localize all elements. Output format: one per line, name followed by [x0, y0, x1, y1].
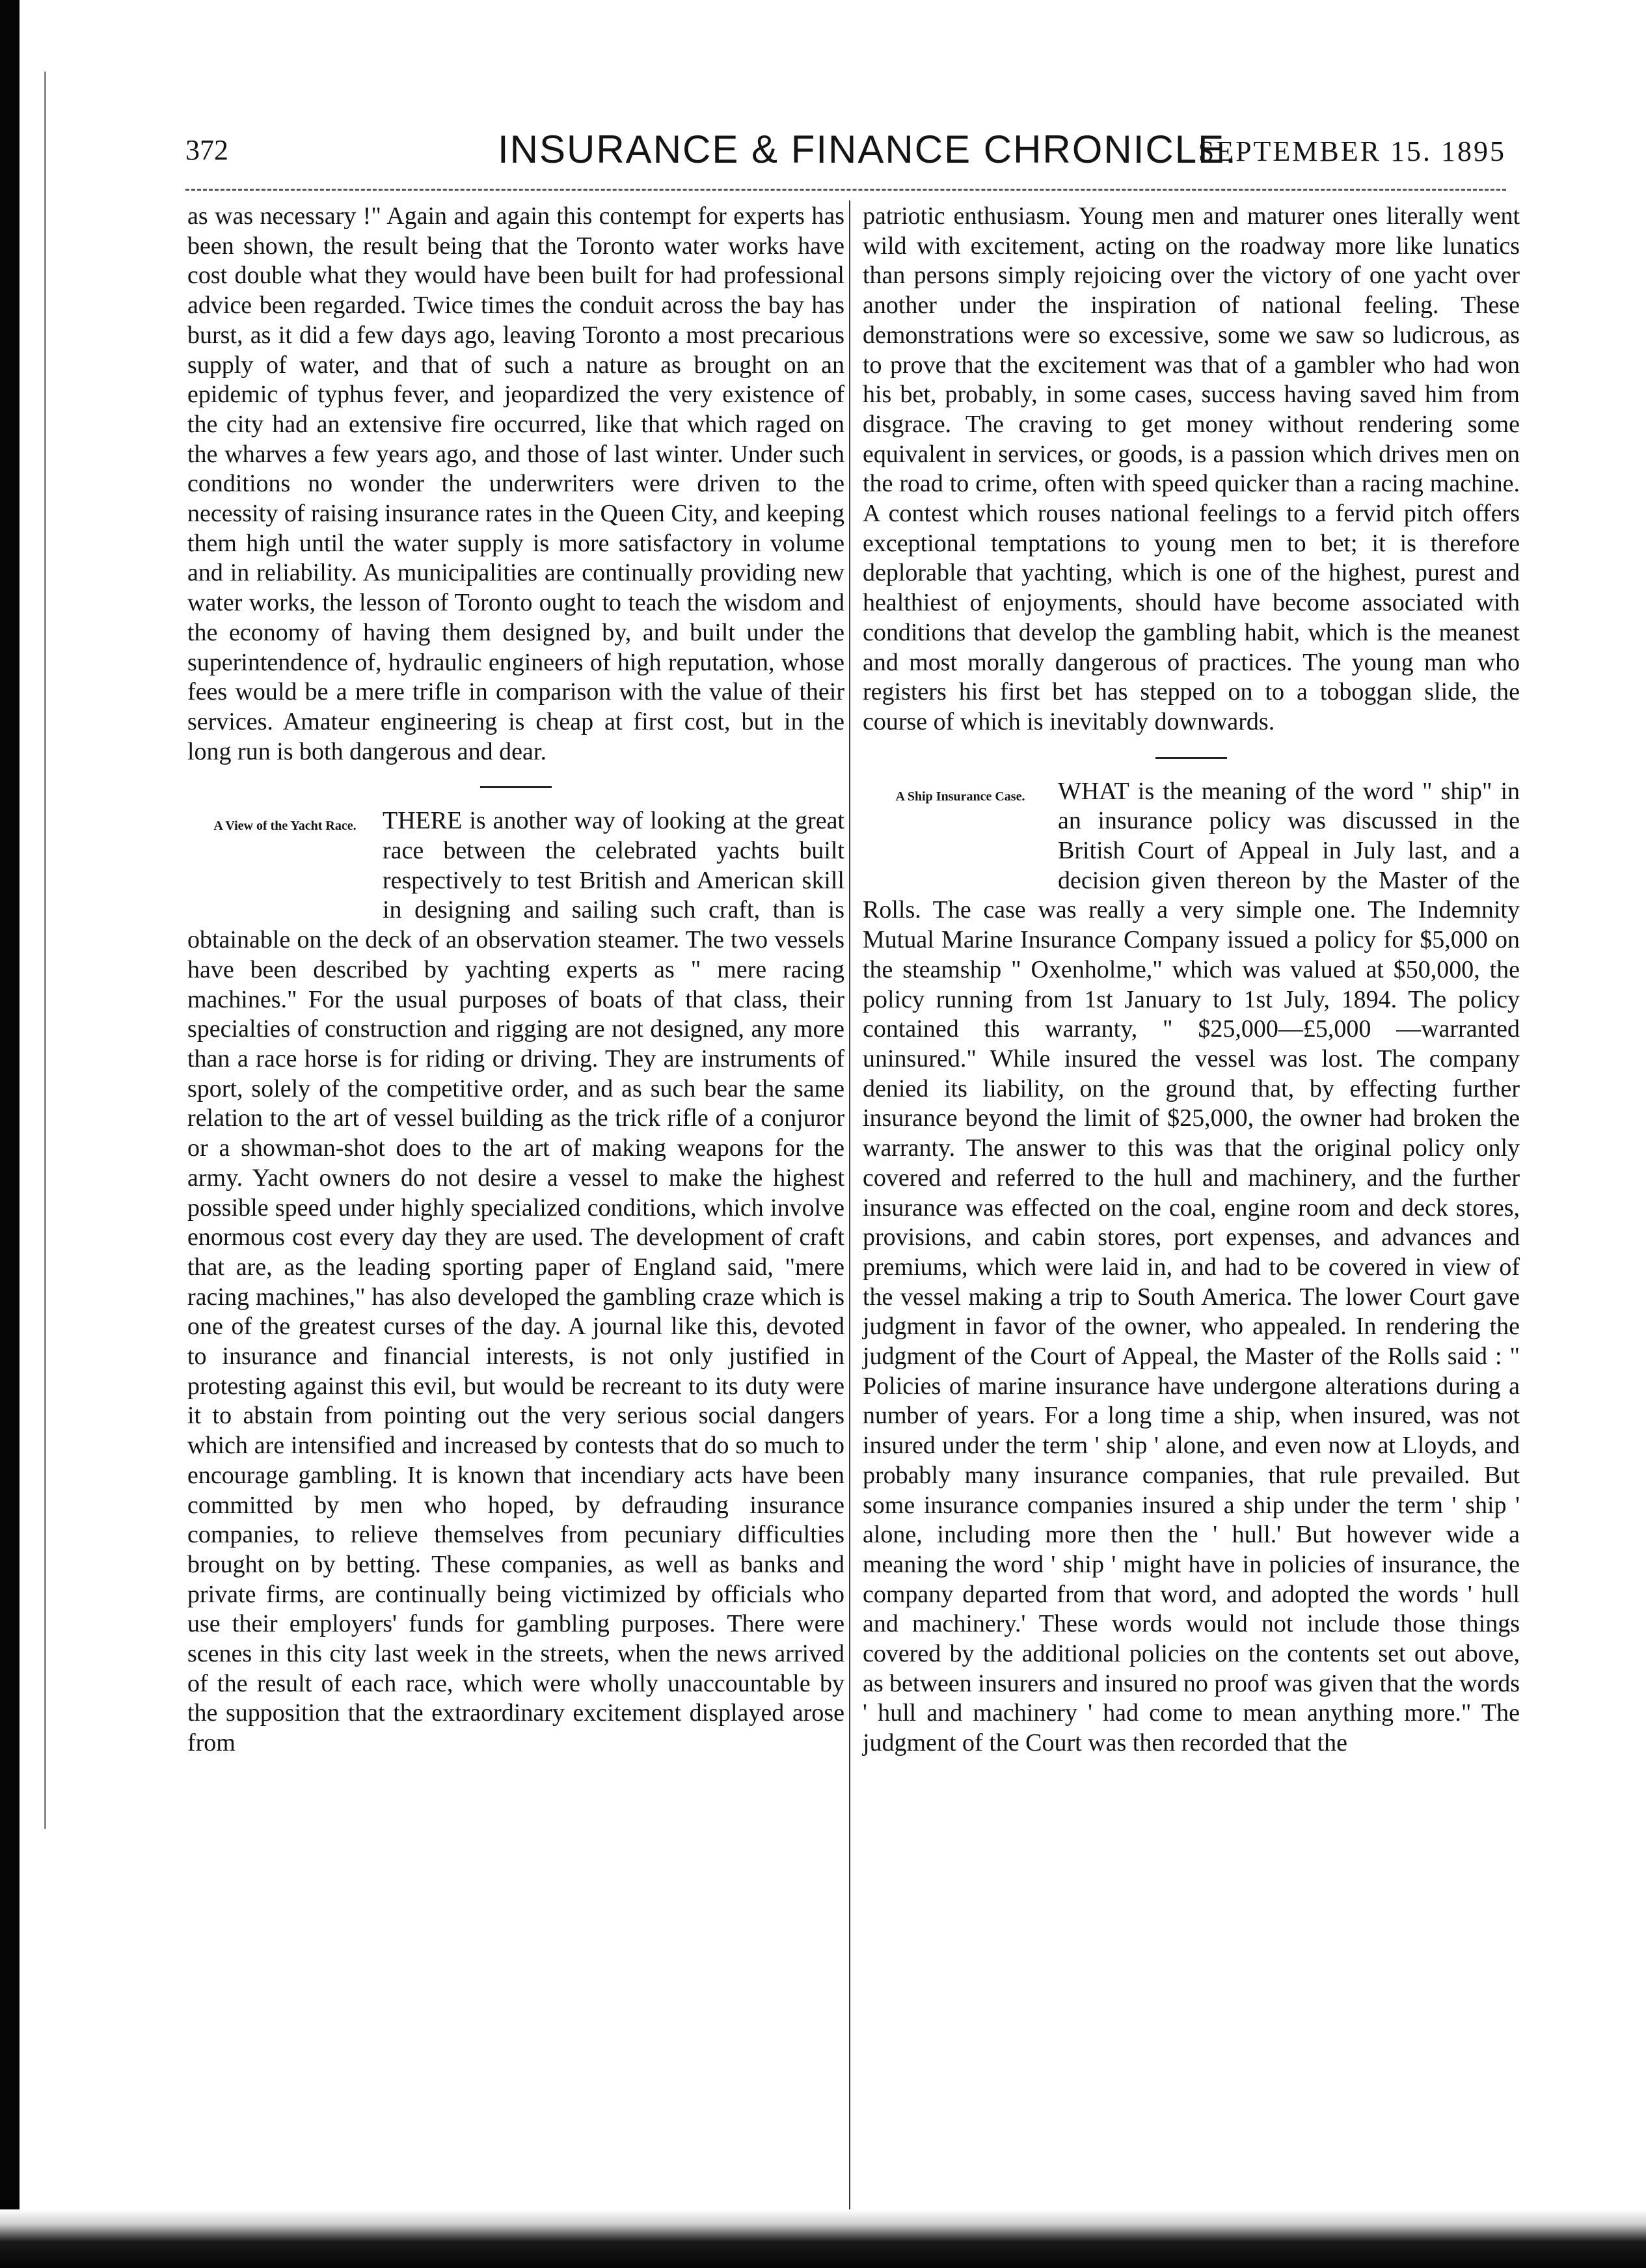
journal-title: INSURANCE & FINANCE CHRONICLE.: [498, 128, 1237, 171]
article-lead-word: THERE: [383, 807, 463, 835]
ship-insurance-article: [863, 777, 1520, 1758]
section-divider: [480, 786, 552, 788]
gambling-paragraph: patriotic enthusiasm. Young men and maturer ones literally went wild with excitement, acting on the roadway more like lunatics than persons simply rejoicing over the victory of one yacht over another under the inspiration of national feeling. These demonstrations were so excessive, some we saw so ludicrous, as to prove that the excitement was that of a gambler who had won his bet, probably, in some cases, success having saved him from disgrace. The craving to get money without rendering some equivalent in services, or goods, is a passion which drives men on the road to crime, often with speed quicker than a racing machine. A contest which rouses national feelings to a fervid pitch offers exceptional temptations to young men to bet; it is therefore deplorable that yachting, which is one of the highest, purest and healthiest of enjoyments, should have become associated with conditions that develop the gambling habit, which is the meanest and most morally dangerous of practices. The young man who registers his first bet has stepped on to a toboggan slide, the course of which is inevitably downwards.: [863, 202, 1520, 735]
scan-gutter-line: [44, 72, 46, 1829]
header-rule: [185, 189, 1506, 191]
scan-binding-shadow: [0, 0, 20, 2268]
column-divider: [849, 200, 850, 2237]
article-lead-word: WHAT: [1058, 777, 1129, 805]
left-column: [187, 202, 844, 1758]
section-divider: [1155, 757, 1227, 759]
right-column: [863, 202, 1520, 1758]
scan-bottom-edge: [0, 2209, 1646, 2268]
sidenote-ship-insurance: A Ship Insurance Case.: [895, 789, 1025, 804]
page-number: 372: [185, 134, 228, 166]
sidenote-yacht-race: A View of the Yacht Race.: [213, 819, 357, 834]
water-works-paragraph: as was necessary !" Again and again this contempt for experts has been shown, the result being that the Toronto water works have cost double what they would have been built for had professional advice been regarded. Twice times the conduit across the bay has burst, as it did a few days ago, leaving Toronto a most precarious supply of water, and that of such a nature as brought on an epidemic of typhus fever, and jeopardized the very existence of the city had an extensive fire occurred, like that which raged on the wharves a few years ago, and those of last winter. Under such conditions no wonder the underwriters were driven to the necessity of raising insurance rates in the Queen City, and keeping them high until the water supply is more satisfactory in volume and in reliability. As municipalities are continually providing new water works, the lesson of Toronto ought to teach the wisdom and the economy of having them designed by, and built under the superintendence of, hydraulic engineers of high reputation, whose fees would be a mere trifle in comparison with the value of their services. Amateur engineering is cheap at first cost, but in the long run is both dangerous and dear.: [187, 202, 844, 765]
issue-date: SEPTEMBER 15. 1895: [1198, 135, 1506, 167]
page-header: [185, 127, 1506, 179]
yacht-race-article: [187, 806, 844, 1758]
ship-insurance-body: is the meaning of the word " ship" in an insurance policy was discussed in the British Court of Appeal in July last, and a decision given thereon by the Master of the Rolls. The case was really a very simple one. The Indemnity Mutual Marine Insurance Company issued a policy for $5,000 on the steamship " Oxenholme," which was valued at $50,000, the policy running from 1st January to 1st July, 1894. The policy contained this warranty, " $25,000—£5,000 —warranted uninsured." While insured the vessel was lost. The company denied its liability, on the ground that, by effecting further insurance beyond the limit of $25,000, the owner had broken the warranty. The answer to this was that the original policy only covered and referred to the hull and machinery, and the further insurance was effected on the coal, engine room and deck stores, provisions, and cabin stores, port expenses, and advances and premiums, which were laid in, and had to be covered in view of the vessel making a trip to South America. The lower Court gave judgment in favor of the owner, who appealed. In rendering the judgment of the Court of Appeal, the Master of the Rolls said : " Policies of marine insurance have undergone alterations during a number of years. For a long time a ship, when insured, was not insured under the term ' ship ' alone, and even now at Lloyds, and probably many insurance companies, that rule prevailed. But some insurance companies insured a ship under the term ' ship ' alone, including more then the ' hull.' But however wide a meaning the word ' ship ' might have in policies of insurance, the company departed from that word, and adopted the words ' hull and machinery.' These words would not include those things covered by the additional policies on the contents set out above, as between insurers and insured no proof was given that the words ' hull and machinery ' had come to mean anything more." The judgment of the Court was then recorded that the: [863, 777, 1520, 1757]
yacht-race-body: is another way of looking at the great race between the celebrated yachts built respectively to test British and American skill in designing and sailing such craft, than is obtainable on the deck of an observation steamer. The two vessels have been described by yachting experts as " mere racing machines." For the usual purposes of boats of that class, their specialties of construction and rigging are not designed, any more than a race horse is for riding or driving. They are instruments of sport, solely of the competitive order, and as such bear the same relation to the art of vessel building as the trick rifle of a conjuror or a showman-shot does to the art of making weapons for the army. Yacht owners do not desire a vessel to make the highest possible speed under highly specialized conditions, which involve enormous cost every day they are used. The development of craft that are, as the leading sporting paper of England said, "mere racing machines," has also developed the gambling craze which is one of the greatest curses of the day. A journal like this, devoted to insurance and financial interests, is not only justified in protesting against this evil, but would be recreant to its duty were it to abstain from pointing out the very serious social dangers which are intensified and increased by contests that do so much to encourage gambling. It is known that incendiary acts have been committed by men who hoped, by defrauding insurance companies, to relieve themselves from pecuniary difficulties brought on by betting. These companies, as well as banks and private firms, are continually being victimized by officials who use their employers' funds for gambling purposes. There were scenes in this city last week in the streets, when the news arrived of the result of each race, which were wholly unaccountable by the supposition that the extraordinary excitement displayed arose from: [187, 807, 844, 1757]
